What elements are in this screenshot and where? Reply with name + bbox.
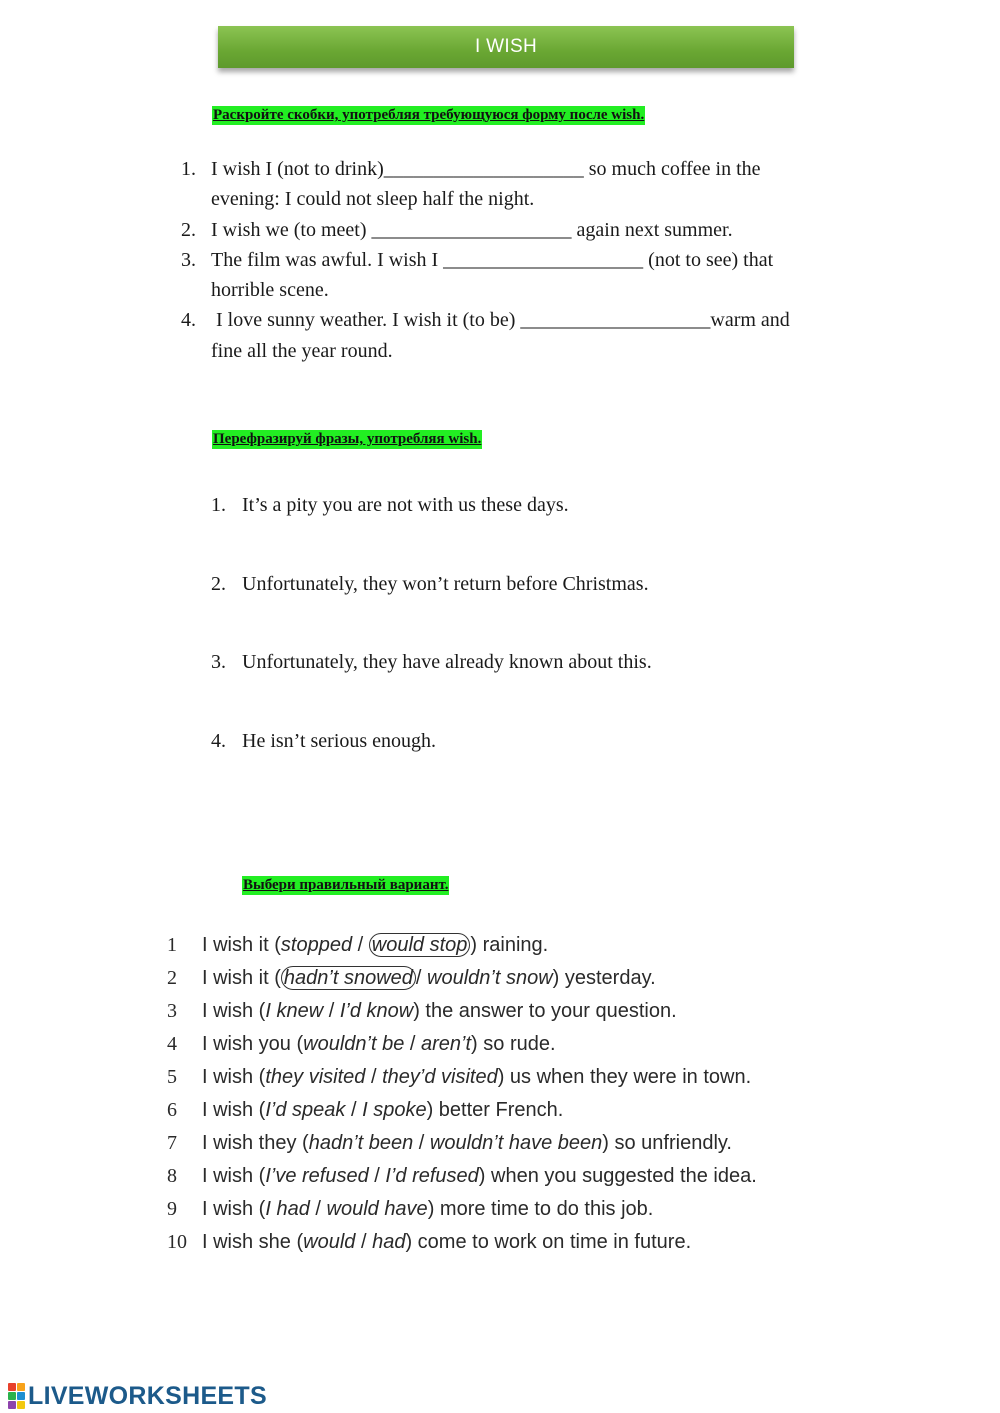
logo-block [17,1392,25,1400]
item-pre: I wish she ( [202,1231,304,1253]
item-number: 7 [167,1132,177,1154]
item-post: ) the answer to your question. [413,1000,677,1022]
list-item [167,1227,927,1260]
item-post: ) us when they were in town. [497,1066,752,1088]
item-number: 6 [167,1099,177,1121]
list-item [167,930,927,963]
item-text-line2: fine all the year round. [211,339,393,362]
option-a[interactable]: stopped [280,934,353,956]
item-text-line1: I wish we (to meet) ____________________ again next summer. [211,218,733,241]
option-b[interactable]: wouldn’t snow [427,967,553,989]
logo-block [8,1401,16,1409]
exercise3-list [167,930,927,1260]
list-item [167,1128,927,1161]
title-bar [218,26,794,68]
option-a[interactable]: they visited [265,1066,366,1088]
item-text: Unfortunately, they have already known about this. [242,651,652,674]
logo-block [17,1383,25,1391]
item-pre: I wish it ( [202,934,281,956]
liveworksheets-logo[interactable] [8,1382,267,1410]
list-item [211,490,911,569]
item-pre: I wish you ( [202,1033,304,1055]
option-b[interactable]: I spoke [362,1099,427,1121]
option-b[interactable]: would stop [369,933,471,957]
item-number: 1. [181,158,196,180]
item-text: It’s a pity you are not with us these days. [242,494,569,516]
exercise3-heading: Выбери правильный вариант. [243,877,449,893]
list-item [167,996,927,1029]
option-separator: / [368,1165,386,1187]
item-post: ) more time to do this job. [427,1198,654,1220]
item-number: 10 [167,1231,187,1253]
item-number: 2 [167,967,177,989]
logo-block [17,1401,25,1409]
item-number: 4. [181,309,196,332]
option-a[interactable]: I’ve refused [265,1165,369,1187]
option-a[interactable]: hadn’t snowed [281,966,416,990]
option-a[interactable]: would [303,1231,356,1253]
item-pre: I wish ( [202,1000,266,1022]
option-a[interactable]: hadn’t been [308,1132,414,1154]
list-item [167,1062,927,1095]
item-post: ) so rude. [471,1033,556,1055]
option-b[interactable]: I’d know [339,1000,414,1022]
list-item [167,1029,927,1062]
item-post: ) so unfriendly. [602,1132,732,1154]
option-a[interactable]: wouldn’t be [303,1033,405,1055]
item-number: 3. [211,651,226,674]
item-number: 8 [167,1165,177,1187]
item-text: He isn’t serious enough. [242,729,437,752]
item-pre: I wish ( [202,1099,266,1121]
item-pre: I wish ( [202,1198,266,1220]
option-a[interactable]: I’d speak [265,1099,346,1121]
option-b[interactable]: had [372,1231,406,1253]
option-b[interactable]: would have [326,1198,428,1220]
item-text-line1: The film was awful. I wish I ____________________ (not to see) that [211,248,774,271]
item-number: 4 [167,1033,177,1055]
logo-text: LIVEWORKSHEETS [28,1381,267,1410]
list-item [167,1095,927,1128]
exercise1-list [178,154,938,366]
item-text-line1: I love sunny weather. I wish it (to be) ___________________warm and [211,309,790,332]
list-item [167,963,927,996]
option-separator: / [323,1000,340,1022]
list-item [178,154,938,215]
list-item [167,1194,927,1227]
item-pre: I wish ( [202,1066,266,1088]
option-b[interactable]: I’d refused [385,1165,479,1187]
option-a[interactable]: I knew [265,1000,324,1022]
list-item [178,245,938,306]
list-item [167,1161,927,1194]
exercise1-heading: Раскройте скобки, употребляя требующуюся форму после wish. [213,107,645,123]
list-item [178,215,938,245]
item-number: 2. [211,572,226,595]
logo-block [8,1392,16,1400]
logo-block [8,1383,16,1391]
item-post: ) come to work on time in future. [405,1231,692,1253]
option-separator: / [309,1198,327,1220]
item-number: 5 [167,1066,177,1088]
item-number: 3 [167,1000,177,1022]
item-post: ) raining. [470,934,549,956]
page-title: I WISH [475,36,537,57]
list-item [211,647,911,726]
exercise2-heading: Перефразируй фразы, употребляя wish. [213,431,482,447]
option-separator: / [413,1132,430,1154]
item-text: Unfortunately, they won’t return before Christmas. [242,572,649,595]
option-separator: / [365,1066,383,1088]
item-pre: I wish it ( [202,967,281,989]
item-number: 9 [167,1198,177,1220]
logo-mark-icon [8,1383,25,1409]
list-item [178,305,938,366]
item-post: ) better French. [426,1099,564,1121]
list-item [211,726,911,805]
item-number: 1. [211,494,226,516]
item-number: 4. [211,729,226,752]
option-b[interactable]: aren’t [421,1033,472,1055]
list-item [211,569,911,648]
item-post: ) yesterday. [552,967,656,989]
option-separator: / [355,1231,373,1253]
item-text-line2: evening: I could not sleep half the night. [211,188,535,211]
item-pre: I wish ( [202,1165,266,1187]
option-b[interactable]: wouldn’t have been [429,1132,603,1154]
exercise2-list [211,490,911,804]
option-separator: / [415,967,428,989]
option-separator: / [352,934,369,956]
option-separator: / [345,1099,363,1121]
item-number: 1 [167,934,177,956]
option-a[interactable]: I had [265,1198,310,1220]
option-b[interactable]: they’d visited [382,1066,498,1088]
item-number: 2. [181,218,196,241]
item-pre: I wish they ( [202,1132,309,1154]
option-separator: / [404,1033,422,1055]
item-text-line2: horrible scene. [211,279,329,302]
item-number: 3. [181,248,196,271]
item-post: ) when you suggested the idea. [478,1165,757,1187]
item-text-line1: I wish I (not to drink)____________________ so much coffee in the [211,158,761,180]
